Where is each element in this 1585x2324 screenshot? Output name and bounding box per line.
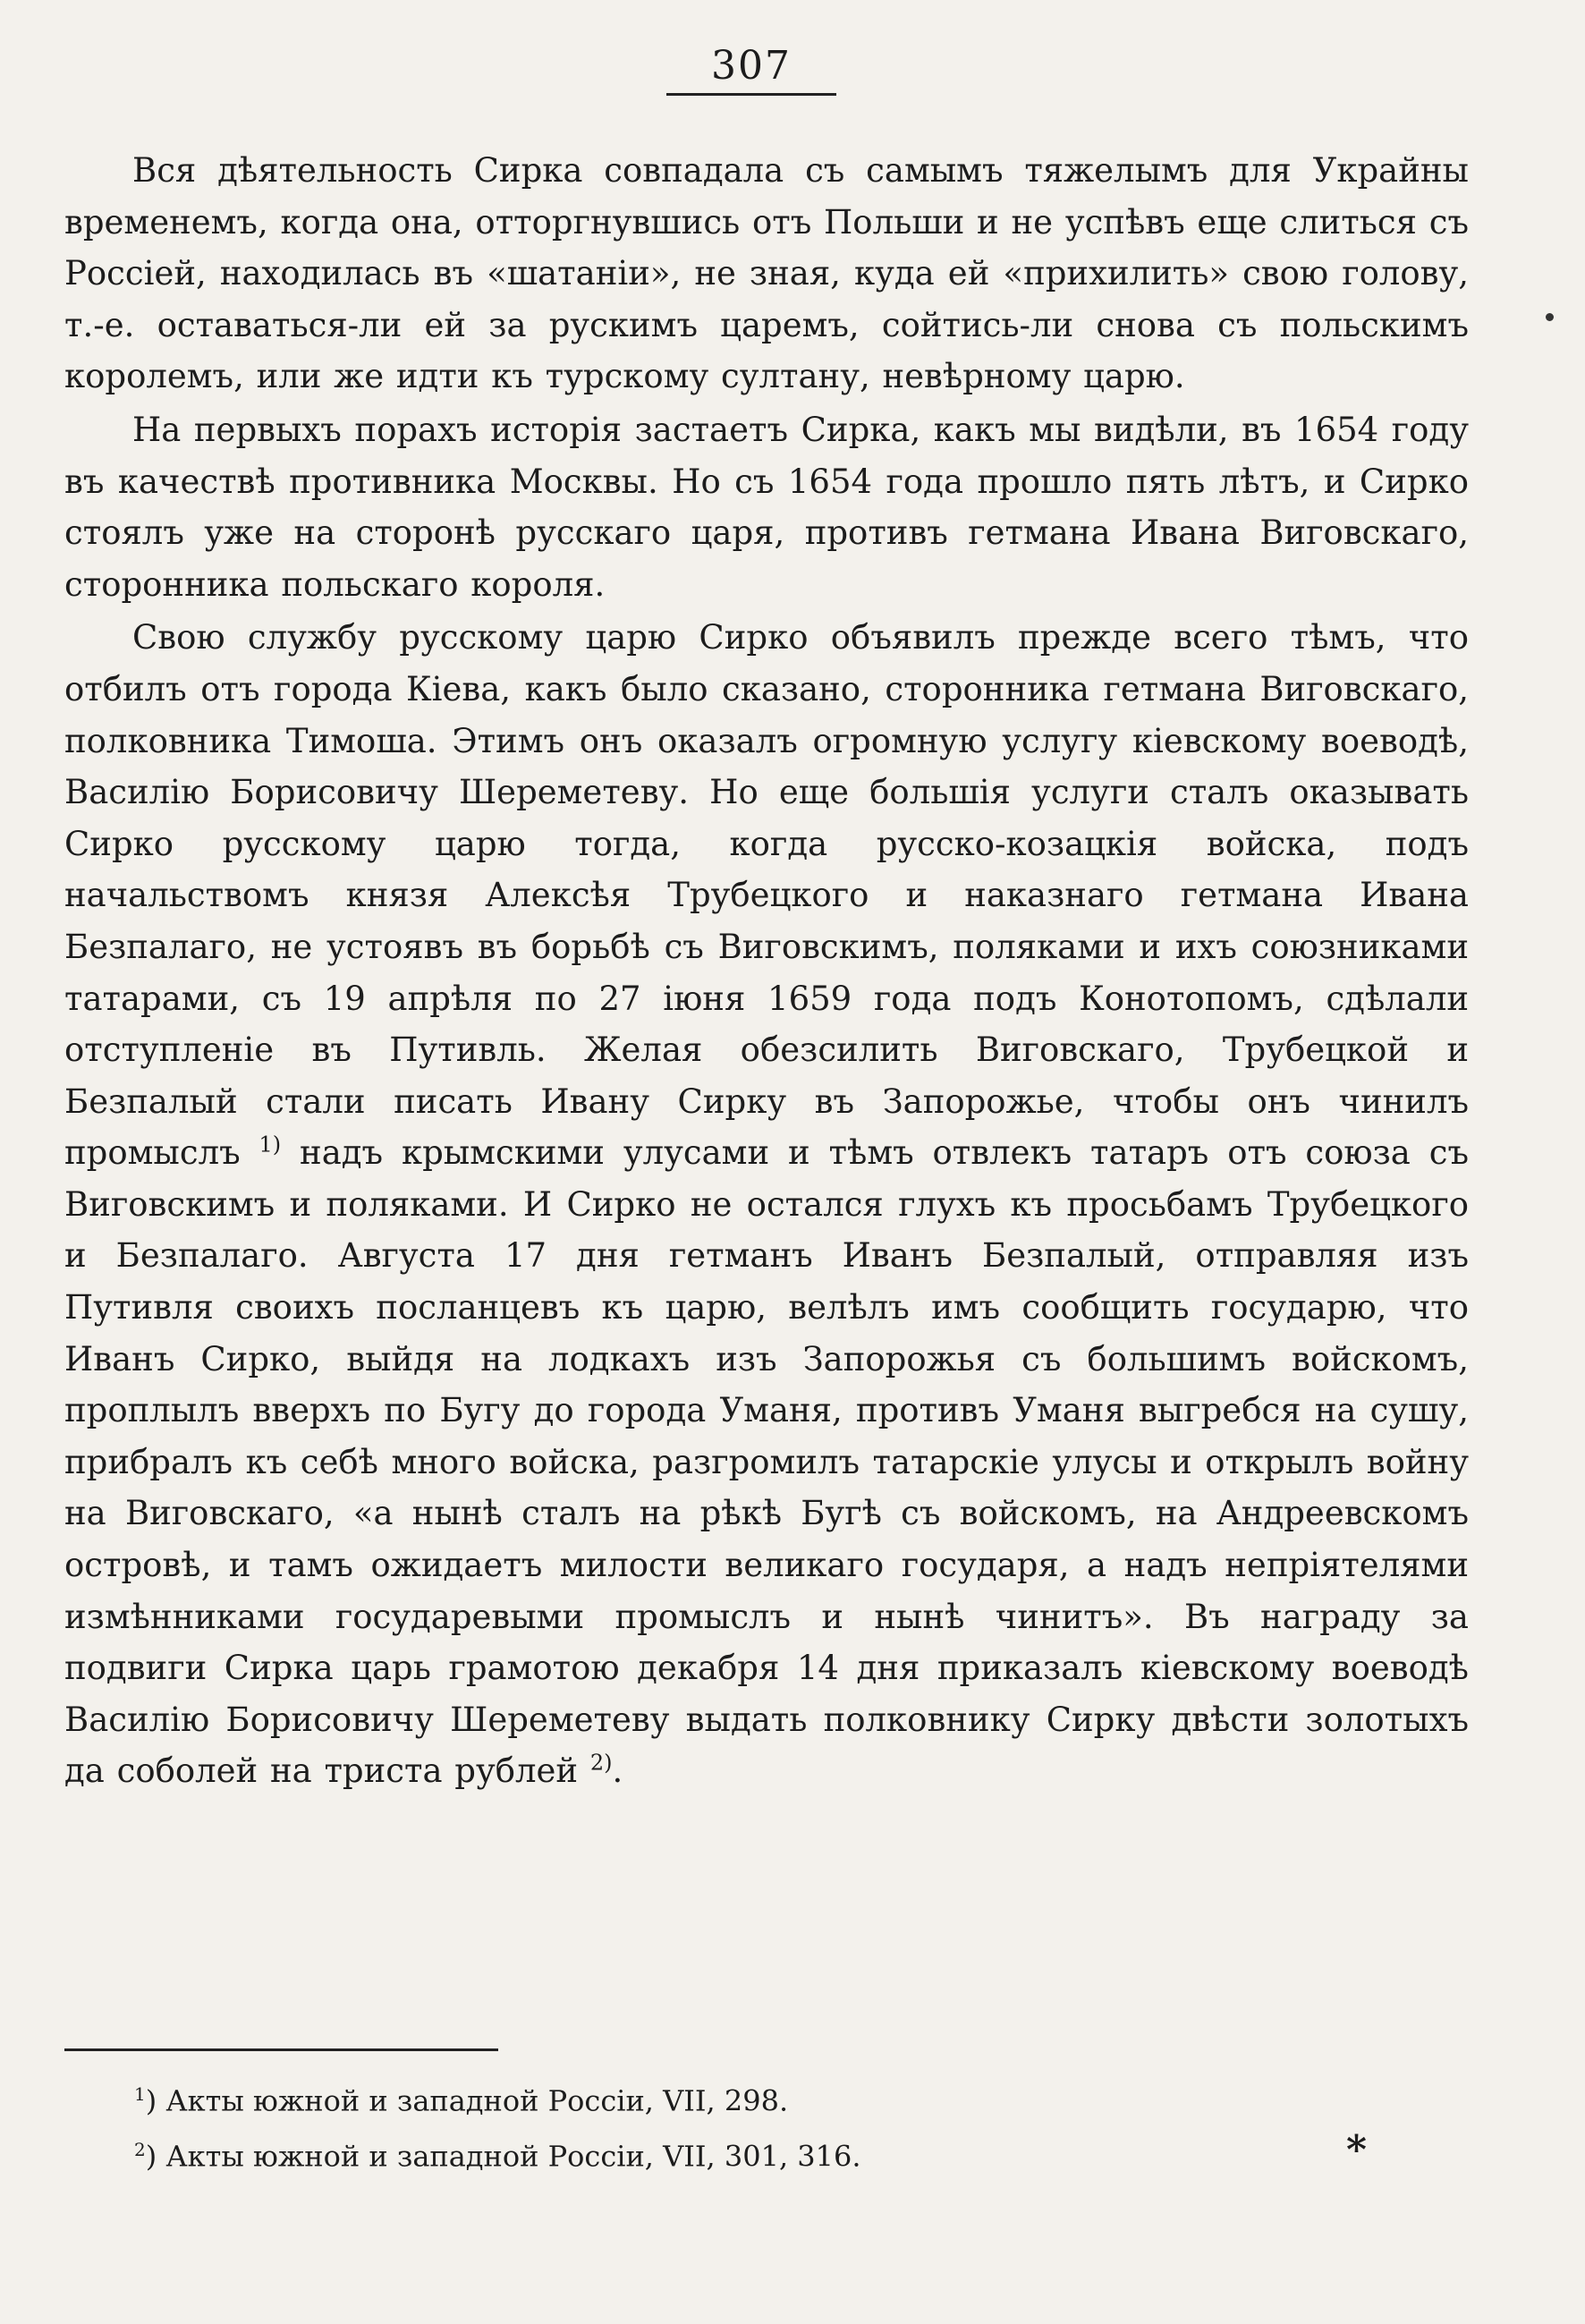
- footnote-1: [134, 2070, 1386, 2125]
- paragraph-3-text-part-3: .: [612, 1751, 623, 1791]
- margin-dot: [1546, 313, 1554, 321]
- page-number: 307: [711, 43, 792, 89]
- footnote-2-mark: 2: [134, 2138, 146, 2160]
- paragraph-1: [64, 145, 1469, 403]
- asterisk-mark: *: [1346, 2127, 1368, 2173]
- footnote-1-text: ) Акты южной и западной Россіи, VII, 298.: [145, 2083, 789, 2118]
- footnotes: [134, 2070, 1386, 2180]
- paragraph-3-text-part-2: надъ крымскими улусами и тѣмъ отвлекъ татаръ отъ союза съ Виговскимъ и поляками. И Сирко не остался глухъ къ просьбамъ Трубецкого и Безпалаго. Августа 17 дня гетманъ Иванъ Безпалый, отправляя изъ Путивля своихъ посланцевъ къ царю, велѣлъ имъ сообщить государю, что Иванъ Сирко, выйдя на лодкахъ изъ Запорожья съ большимъ войскомъ, проплылъ вверхъ по Бугу до города Уманя, противъ Уманя выгребся на сушу, прибралъ къ себѣ много войска, разгромилъ татарскіе улусы и открылъ войну на Виговскаго, «а нынѣ сталъ на рѣкѣ Бугѣ съ войскомъ, на Андреевскомъ островѣ, и тамъ ожидаетъ милости великаго государя, а надъ непріятелями измѣнниками государевыми промыслъ и нынѣ чинитъ». Въ награду за подвиги Сирка царь грамотою декабря 14 дня приказалъ кіевскому воеводѣ Василію Борисовичу Шереметеву выдать полковнику Сирку двѣсти золотыхъ да соболей на триста рублей: [64, 1133, 1469, 1791]
- page-number-underline: [666, 93, 836, 96]
- footnote-1-mark: 1: [134, 2083, 146, 2105]
- paragraph-2-text: На первыхъ порахъ исторія застаетъ Сирка, какъ мы видѣли, въ 1654 году въ качествѣ противника Москвы. Но съ 1654 года прошло пять лѣтъ, и Сирко стоялъ уже на сторонѣ русскаго царя, противъ гетмана Ивана Виговскаго, сторонника польскаго короля.: [64, 410, 1469, 604]
- paragraph-2: [64, 404, 1469, 610]
- paragraph-1-text: Вся дѣятельность Сирка совпадала съ самымъ тяжелымъ для Украйны временемъ, когда она, отторгнувшись отъ Польши и не успѣвъ еще слиться съ Россіей, находилась въ «шатаніи», не зная, куда ей «прихилить» свою голову, т.-е. оставаться-ли ей за рускимъ царемъ, сойтись-ли снова съ польскимъ королемъ, или же идти къ турскому султану, невѣрному царю.: [64, 151, 1469, 396]
- body-text: [64, 145, 1469, 1797]
- footnote-2-text: ) Акты южной и западной Россіи, VII, 301, 316.: [145, 2139, 861, 2174]
- paragraph-3: [64, 612, 1469, 1797]
- paragraph-3-text-part-1: Свою службу русскому царю Сирко объявилъ прежде всего тѣмъ, что отбилъ отъ города Кіева, какъ было сказано, сторонника гетмана Виговскаго, полковника Тимоша. Этимъ онъ оказалъ огромную услугу кіевскому воеводѣ, Василію Борисовичу Шереметеву. Но еще большія услуги сталъ оказывать Сирко русскому царю тогда, когда русско-козацкія войска, подъ начальствомъ князя Алексѣя Трубецкого и наказнаго гетмана Ивана Безпалаго, не устоявъ въ борьбѣ съ Виговскимъ, поляками и ихъ союзниками татарами, съ 19 апрѣля по 27 іюня 1659 года подъ Конотопомъ, сдѣлали отступленіе въ Путивль. Желая обезсилить Виговскаго, Трубецкой и Безпалый стали писать Ивану Сирку въ Запорожье, чтобы онъ чинилъ промыслъ: [64, 618, 1469, 1173]
- footnote-2: [134, 2125, 1386, 2181]
- footnote-ref-1[interactable]: 1): [259, 1132, 282, 1158]
- footnote-separator: [64, 2048, 498, 2051]
- footnote-ref-2[interactable]: 2): [589, 1751, 613, 1777]
